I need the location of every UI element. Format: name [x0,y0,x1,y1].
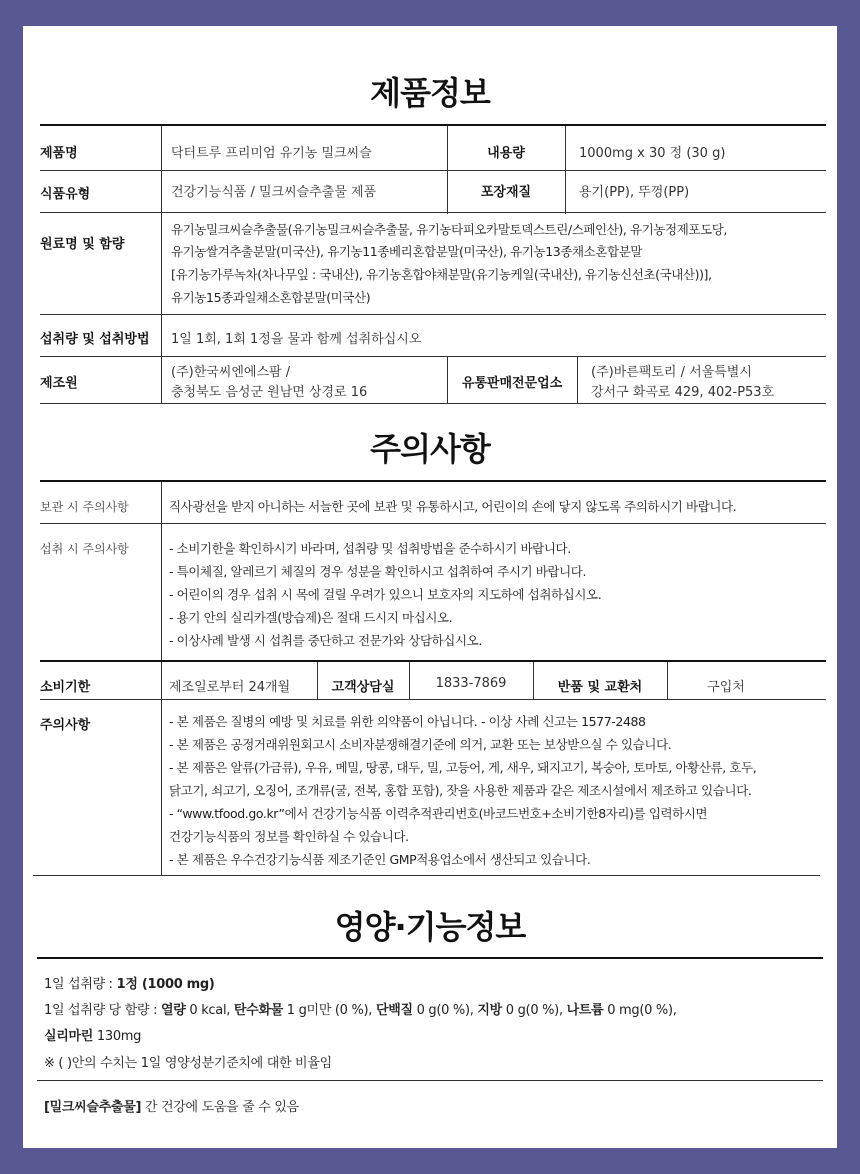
ingredients-line: [유기농가루녹차(차나무잎 : 국내산), 유기농혼합야채분말(유기농케일(국내산), 유기농신선초(국내산))], [171,267,712,282]
manufacturer-label: 제조원 [40,376,78,391]
intake-caution-line: - 소비기한을 확인하시기 바라며, 섭취량 및 섭취방법을 준수하시기 바랍니다. [169,541,571,556]
serving-size: 1일 섭취량 : 1정 (1000 mg) [44,977,215,992]
cautions-title: 주의사항 [370,430,490,468]
note-line: - 본 제품은 공정거래위원회고시 소비자분쟁해결기준에 의거, 교환 또는 보상받으실 수 있습니다. [169,737,672,752]
product-detail-page [23,26,837,1148]
divider [40,480,826,482]
intake-caution-line: - 용기 안의 실리카겔(방습제)은 절대 드시지 마십시오. [169,610,453,625]
note-line: 닭고기, 쇠고기, 오징어, 조개류(굴, 전복, 홍합 포함), 잣을 사용한 제품과 같은 제조시설에서 제조하고 있습니다. [169,783,752,798]
note-line: - “www.tfood.go.kr”에서 건강기능식품 이력추적관리번호(바코드번호+소비기한8자리)를 입력하시면 [169,806,708,821]
intake-value: 1일 1회, 1회 1정을 물과 함께 섭취하십시오 [171,332,422,347]
support-label: 고객상담실 [331,680,395,695]
nutrient-amounts: 1일 섭취량 당 함량 : 열량 0 kcal, 탄수화물 1 g미만 (0 %), 단백질 0 g(0 %), 지방 0 g(0 %), 나트륨 0 mg(0 %), [44,1003,677,1018]
intake-label: 섭취량 및 섭취방법 [40,332,150,347]
packaging-value: 용기(PP), 뚜껑(PP) [579,185,690,200]
intake-caution-line: - 이상사례 발생 시 섭취를 중단하고 전문가와 상담하십시오. [169,633,482,648]
note-line: - 본 제품은 질병의 예방 및 치료를 위한 의약품이 아닙니다. - 이상 사례 신고는 1577-2488 [169,714,646,729]
volume-value: 1000mg x 30 정 (30 g) [579,146,726,161]
note-line: - 본 제품은 알류(가금류), 우유, 메밀, 땅콩, 대두, 밀, 고등어, 게, 새우, 돼지고기, 복숭아, 토마토, 아황산류, 호두, [169,760,757,775]
ingredients-line: 유기농15종과일채소혼합분말(미국산) [171,290,371,305]
expiry-value: 제조일로부터 24개월 [169,680,291,695]
ingredients-line: 유기농쌀겨추출분말(미국산), 유기농11종베리혼합분말(미국산), 유기농13종채소혼합분말 [171,244,643,259]
function-claim: [밀크씨슬추출물] 간 건강에 도움을 줄 수 있음 [44,1100,299,1115]
ingredients-line: 유기농밀크씨슬추출물(유기농밀크씨슬추출물, 유기농타피오카말토덱스트린/스페인산), 유기농정제포도당, [171,222,728,237]
intake-caution-line: - 특이체질, 알레르기 체질의 경우 성분을 확인하시고 섭취하여 주시기 바랍니다. [169,564,587,579]
intake-caution-label: 섭취 시 주의사항 [40,542,129,556]
ingredients-label: 원료명 및 함량 [40,237,125,252]
packaging-label: 포장재질 [480,185,532,200]
food-type-label: 식품유형 [40,187,91,202]
intake-caution-line: - 어린이의 경우 섭취 시 목에 걸릴 우려가 있으니 보호자의 지도하에 섭취하십시오. [169,587,602,602]
volume-label: 내용량 [487,146,525,161]
silymarin-amount: 실리마린 130mg [44,1029,142,1044]
divider [37,957,823,959]
expiry-label: 소비기한 [40,680,91,695]
ratio-note: ※ ( )안의 수치는 1일 영양성분기준치에 대한 비율임 [44,1056,332,1071]
manufacturer-line: 충청북도 음성군 원남면 상경로 16 [171,385,368,400]
product-info-title: 제품정보 [370,74,490,112]
note-line: - 본 제품은 우수건강기능식품 제조기준인 GMP적용업소에서 생산되고 있습니다. [169,852,591,867]
divider [40,124,826,126]
note-line: 건강기능식품의 정보를 확인하실 수 있습니다. [169,829,409,844]
support-phone: 1833-7869 [435,676,507,691]
product-name-label: 제품명 [40,146,78,161]
distributor-line: 강서구 화곡로 429, 402-P53호 [591,385,775,400]
manufacturer-line: (주)한국씨엔에스팜 / [171,365,291,380]
storage-value: 직사광선을 받지 아니하는 서늘한 곳에 보관 및 유통하시고, 어린이의 손에 닿지 않도록 주의하시기 바랍니다. [169,499,737,514]
return-value: 구입처 [707,680,745,695]
distributor-label: 유통판매전문업소 [461,376,563,391]
product-name-value: 닥터트루 프리미엄 유기농 밀크씨슬 [171,146,372,161]
return-label: 반품 및 교환처 [557,680,643,695]
nutrition-title: 영양·기능정보 [334,908,526,946]
food-type-value: 건강기능식품 / 밀크씨슬추출물 제품 [171,185,377,200]
serving-value: 1정 (1000 mg) [116,977,215,992]
notes-label: 주의사항 [40,718,91,733]
storage-label: 보관 시 주의사항 [40,500,129,514]
distributor-line: (주)바른팩토리 / 서울특별시 [591,365,752,380]
